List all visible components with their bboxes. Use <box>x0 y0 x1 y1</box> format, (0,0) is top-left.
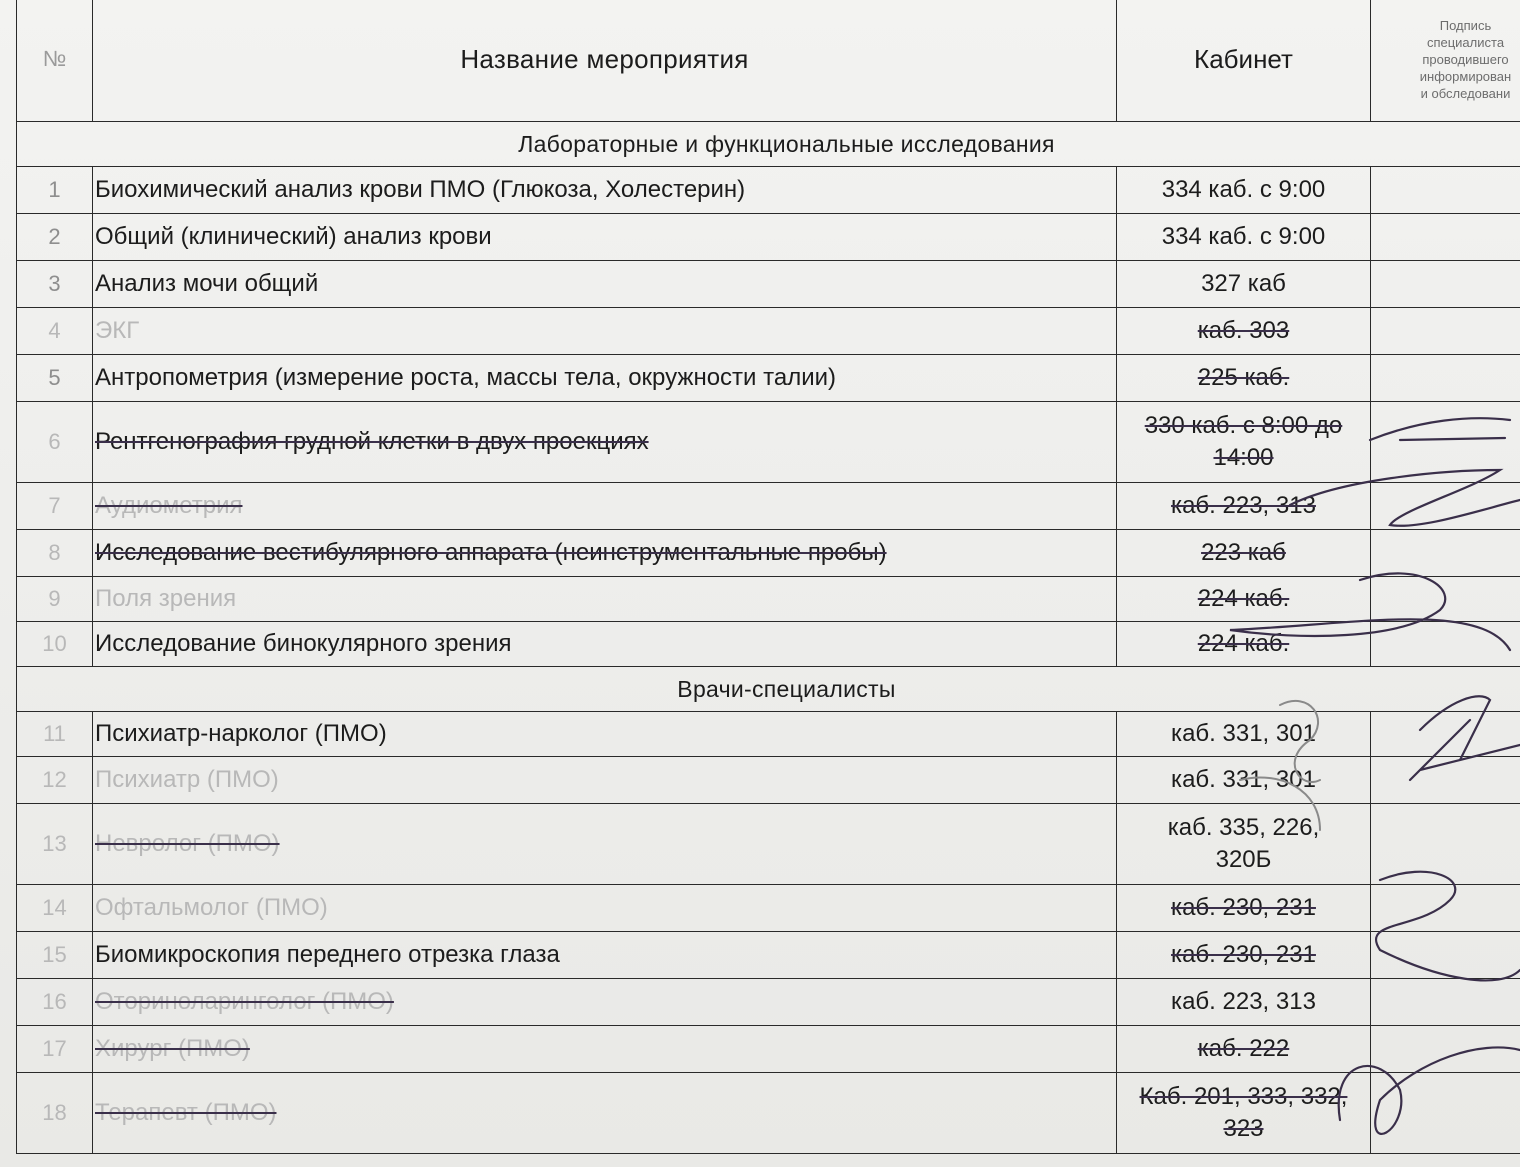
table-header-row <box>17 0 1520 122</box>
table-row <box>17 402 1520 483</box>
row-name: Исследование бинокулярного зрения <box>93 622 1117 667</box>
row-signature <box>1371 530 1520 577</box>
row-signature <box>1371 214 1520 261</box>
row-name: Биохимический анализ крови ПМО (Глюкоза, Холестерин) <box>93 167 1117 214</box>
row-number: 10 <box>17 622 93 667</box>
row-number: 16 <box>17 979 93 1026</box>
row-room: 330 каб. с 8:00 до 14:00 <box>1117 402 1371 483</box>
section-title: Лабораторные и функциональные исследования <box>17 122 1520 167</box>
header-event-name: Название мероприятия <box>93 0 1117 122</box>
row-number: 14 <box>17 885 93 932</box>
row-name: Рентгенография грудной клетки в двух проекциях <box>93 402 1117 483</box>
table-row <box>17 214 1520 261</box>
row-name: Психиатр (ПМО) <box>93 757 1117 804</box>
table-row <box>17 1026 1520 1073</box>
row-name: Аудиометрия <box>93 483 1117 530</box>
row-number: 5 <box>17 355 93 402</box>
row-name: Общий (клинический) анализ крови <box>93 214 1117 261</box>
row-number: 8 <box>17 530 93 577</box>
row-name: Исследование вестибулярного аппарата (неинструментальные пробы) <box>93 530 1117 577</box>
row-signature <box>1371 402 1520 483</box>
row-room: каб. 335, 226, 320Б <box>1117 804 1371 885</box>
row-name: Анализ мочи общий <box>93 261 1117 308</box>
row-signature <box>1371 355 1520 402</box>
row-signature <box>1371 1026 1520 1073</box>
section-lab-tests <box>17 122 1520 167</box>
row-room: 225 каб. <box>1117 355 1371 402</box>
row-number: 18 <box>17 1073 93 1154</box>
row-signature <box>1371 167 1520 214</box>
row-signature <box>1371 1073 1520 1154</box>
row-signature <box>1371 804 1520 885</box>
header-signature: Подпись специалиста проводившего информирован и обследовани <box>1371 0 1520 122</box>
table-row <box>17 712 1520 757</box>
row-room: каб. 230, 231 <box>1117 932 1371 979</box>
row-signature <box>1371 483 1520 530</box>
row-signature <box>1371 885 1520 932</box>
examination-table <box>16 0 1520 1154</box>
row-signature <box>1371 577 1520 622</box>
row-number: 15 <box>17 932 93 979</box>
section-title: Врачи-специалисты <box>17 667 1520 712</box>
row-signature <box>1371 979 1520 1026</box>
row-room: каб. 303 <box>1117 308 1371 355</box>
row-name: Антропометрия (измерение роста, массы тела, окружности талии) <box>93 355 1117 402</box>
row-name: Терапевт (ПМО) <box>93 1073 1117 1154</box>
row-room: каб. 331, 301 <box>1117 757 1371 804</box>
row-room: каб. 223, 313 <box>1117 483 1371 530</box>
row-room: 223 каб <box>1117 530 1371 577</box>
row-room: 224 каб. <box>1117 622 1371 667</box>
row-name: Офтальмолог (ПМО) <box>93 885 1117 932</box>
row-signature <box>1371 757 1520 804</box>
table-row <box>17 577 1520 622</box>
row-name: Биомикроскопия переднего отрезка глаза <box>93 932 1117 979</box>
row-name: Невролог (ПМО) <box>93 804 1117 885</box>
row-room: каб. 331, 301 <box>1117 712 1371 757</box>
table-row <box>17 622 1520 667</box>
table-row <box>17 804 1520 885</box>
row-number: 6 <box>17 402 93 483</box>
row-room: 327 каб <box>1117 261 1371 308</box>
row-number: 3 <box>17 261 93 308</box>
row-name: ЭКГ <box>93 308 1117 355</box>
row-number: 7 <box>17 483 93 530</box>
table-row <box>17 167 1520 214</box>
row-number: 12 <box>17 757 93 804</box>
row-number: 2 <box>17 214 93 261</box>
section-specialists <box>17 667 1520 712</box>
table-row <box>17 355 1520 402</box>
table-row <box>17 932 1520 979</box>
row-room: Каб. 201, 333, 332, 323 <box>1117 1073 1371 1154</box>
table-row <box>17 530 1520 577</box>
row-name: Хирург (ПМО) <box>93 1026 1117 1073</box>
row-room: 224 каб. <box>1117 577 1371 622</box>
table-row <box>17 308 1520 355</box>
table-row <box>17 757 1520 804</box>
header-number: № <box>17 0 93 122</box>
row-signature <box>1371 308 1520 355</box>
row-room: каб. 223, 313 <box>1117 979 1371 1026</box>
row-signature <box>1371 712 1520 757</box>
header-room: Кабинет <box>1117 0 1371 122</box>
table-row <box>17 1073 1520 1154</box>
row-name: Поля зрения <box>93 577 1117 622</box>
row-room: 334 каб. с 9:00 <box>1117 167 1371 214</box>
row-signature <box>1371 622 1520 667</box>
row-name: Психиатр-нарколог (ПМО) <box>93 712 1117 757</box>
table-row <box>17 483 1520 530</box>
row-name: Оториноларинголог (ПМО) <box>93 979 1117 1026</box>
row-number: 17 <box>17 1026 93 1073</box>
row-room: каб. 222 <box>1117 1026 1371 1073</box>
row-signature <box>1371 932 1520 979</box>
row-number: 11 <box>17 712 93 757</box>
row-number: 9 <box>17 577 93 622</box>
table-row <box>17 979 1520 1026</box>
table-row <box>17 885 1520 932</box>
row-number: 4 <box>17 308 93 355</box>
row-signature <box>1371 261 1520 308</box>
table-row <box>17 261 1520 308</box>
row-number: 13 <box>17 804 93 885</box>
row-room: 334 каб. с 9:00 <box>1117 214 1371 261</box>
row-number: 1 <box>17 167 93 214</box>
row-room: каб. 230, 231 <box>1117 885 1371 932</box>
